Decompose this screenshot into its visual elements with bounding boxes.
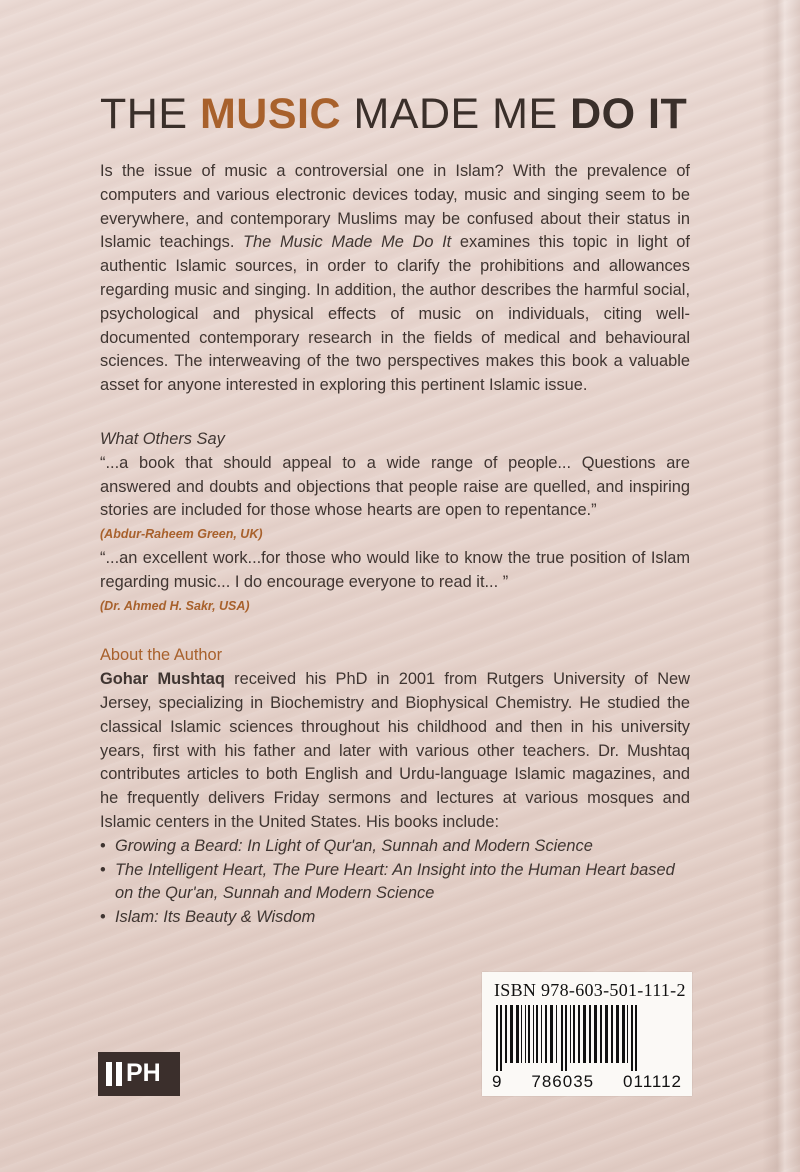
- barcode-digits: [492, 1072, 682, 1092]
- bullet-icon: •: [100, 860, 106, 879]
- what-others-say-heading: What Others Say: [100, 429, 225, 448]
- barcode-digits-group-1: 786035: [531, 1072, 595, 1091]
- logo-bars-icon: [106, 1062, 122, 1086]
- title-part-music: MUSIC: [199, 90, 342, 138]
- intro-paragraph: [100, 160, 690, 398]
- back-cover-content: [100, 160, 690, 930]
- bullet-icon: •: [100, 836, 106, 855]
- list-item: [100, 906, 690, 930]
- book-title: [100, 90, 687, 139]
- author-books-list: [100, 835, 690, 930]
- review-attribution-2: (Dr. Ahmed H. Sakr, USA): [100, 598, 250, 613]
- book-title-item: Growing a Beard: In Light of Qur'an, Sunnah and Modern Science: [115, 836, 593, 855]
- barcode-icon: [490, 1005, 684, 1071]
- publisher-logo-text: PH: [126, 1059, 161, 1087]
- bullet-icon: •: [100, 908, 106, 927]
- review-attribution-1: (Abdur-Raheem Green, UK): [100, 527, 263, 542]
- title-part-do-it: DO IT: [570, 90, 688, 138]
- list-item: [100, 835, 690, 859]
- intro-text-before: Is the issue of music a controversial one in Islam? With the prevalence of computers and various electronic devices today, music and singing seem to be everywhere, and contemporary Muslims may be confused about their status in Islamic teachings.: [100, 162, 690, 252]
- isbn-barcode-box: [482, 972, 692, 1096]
- isbn-label: ISBN 978-603-501-111-2: [494, 980, 686, 1000]
- book-title-item: The Intelligent Heart, The Pure Heart: An Insight into the Human Heart based on the Qur'an, Sunnah and Modern Science: [115, 860, 675, 903]
- about-author-heading: About the Author: [100, 646, 223, 665]
- author-bio: [100, 668, 690, 835]
- author-bio-text: received his PhD in 2001 from Rutgers University of New Jersey, specializing in Biochemistry and Biophysical Chemistry. He studied the classical Islamic sciences throughout his childhood and then in his university years, first with his father and later with various other teachers. Dr. Mushtaq contributes articles to both English and Urdu-language Islamic magazines, and he frequently delivers Friday sermons and lectures at various mosques and Islamic centers in the United States. His books include:: [100, 670, 690, 831]
- book-spine-edge: [762, 0, 800, 1172]
- publisher-logo: [98, 1052, 180, 1096]
- book-title-item: Islam: Its Beauty & Wisdom: [115, 908, 316, 927]
- barcode-digit-first: 9: [492, 1072, 503, 1091]
- publisher-logo-mark: [104, 1058, 174, 1090]
- barcode-digits-group-2: 011112: [623, 1072, 682, 1091]
- intro-book-title: The Music Made Me Do It: [243, 233, 452, 252]
- title-part-the: THE: [100, 90, 200, 138]
- title-part-made-me: MADE ME: [341, 90, 571, 138]
- list-item: [100, 859, 690, 907]
- review-quote-2: “...an excellent work...for those who would like to know the true position of Islam regarding music... I do encourage everyone to read it... ”: [100, 548, 690, 591]
- intro-text-after: examines this topic in light of authentic Islamic sources, in order to clarify the prohibitions and allowances regarding music and singing. In addition, the author describes the harmful social, psychological and physical effects of music on individuals, citing well-documented contemporary research in the fields of medical and behavioural sciences. The interweaving of the two perspectives makes this book a valuable asset for anyone interested in exploring this pertinent Islamic issue.: [100, 233, 690, 395]
- review-quote-1: “...a book that should appeal to a wide range of people... Questions are answered and doubts and objections that people raise are quelled, and inspiring stories are included for those whose hearts are open to repentance.”: [100, 453, 690, 520]
- author-name: Gohar Mushtaq: [100, 670, 225, 689]
